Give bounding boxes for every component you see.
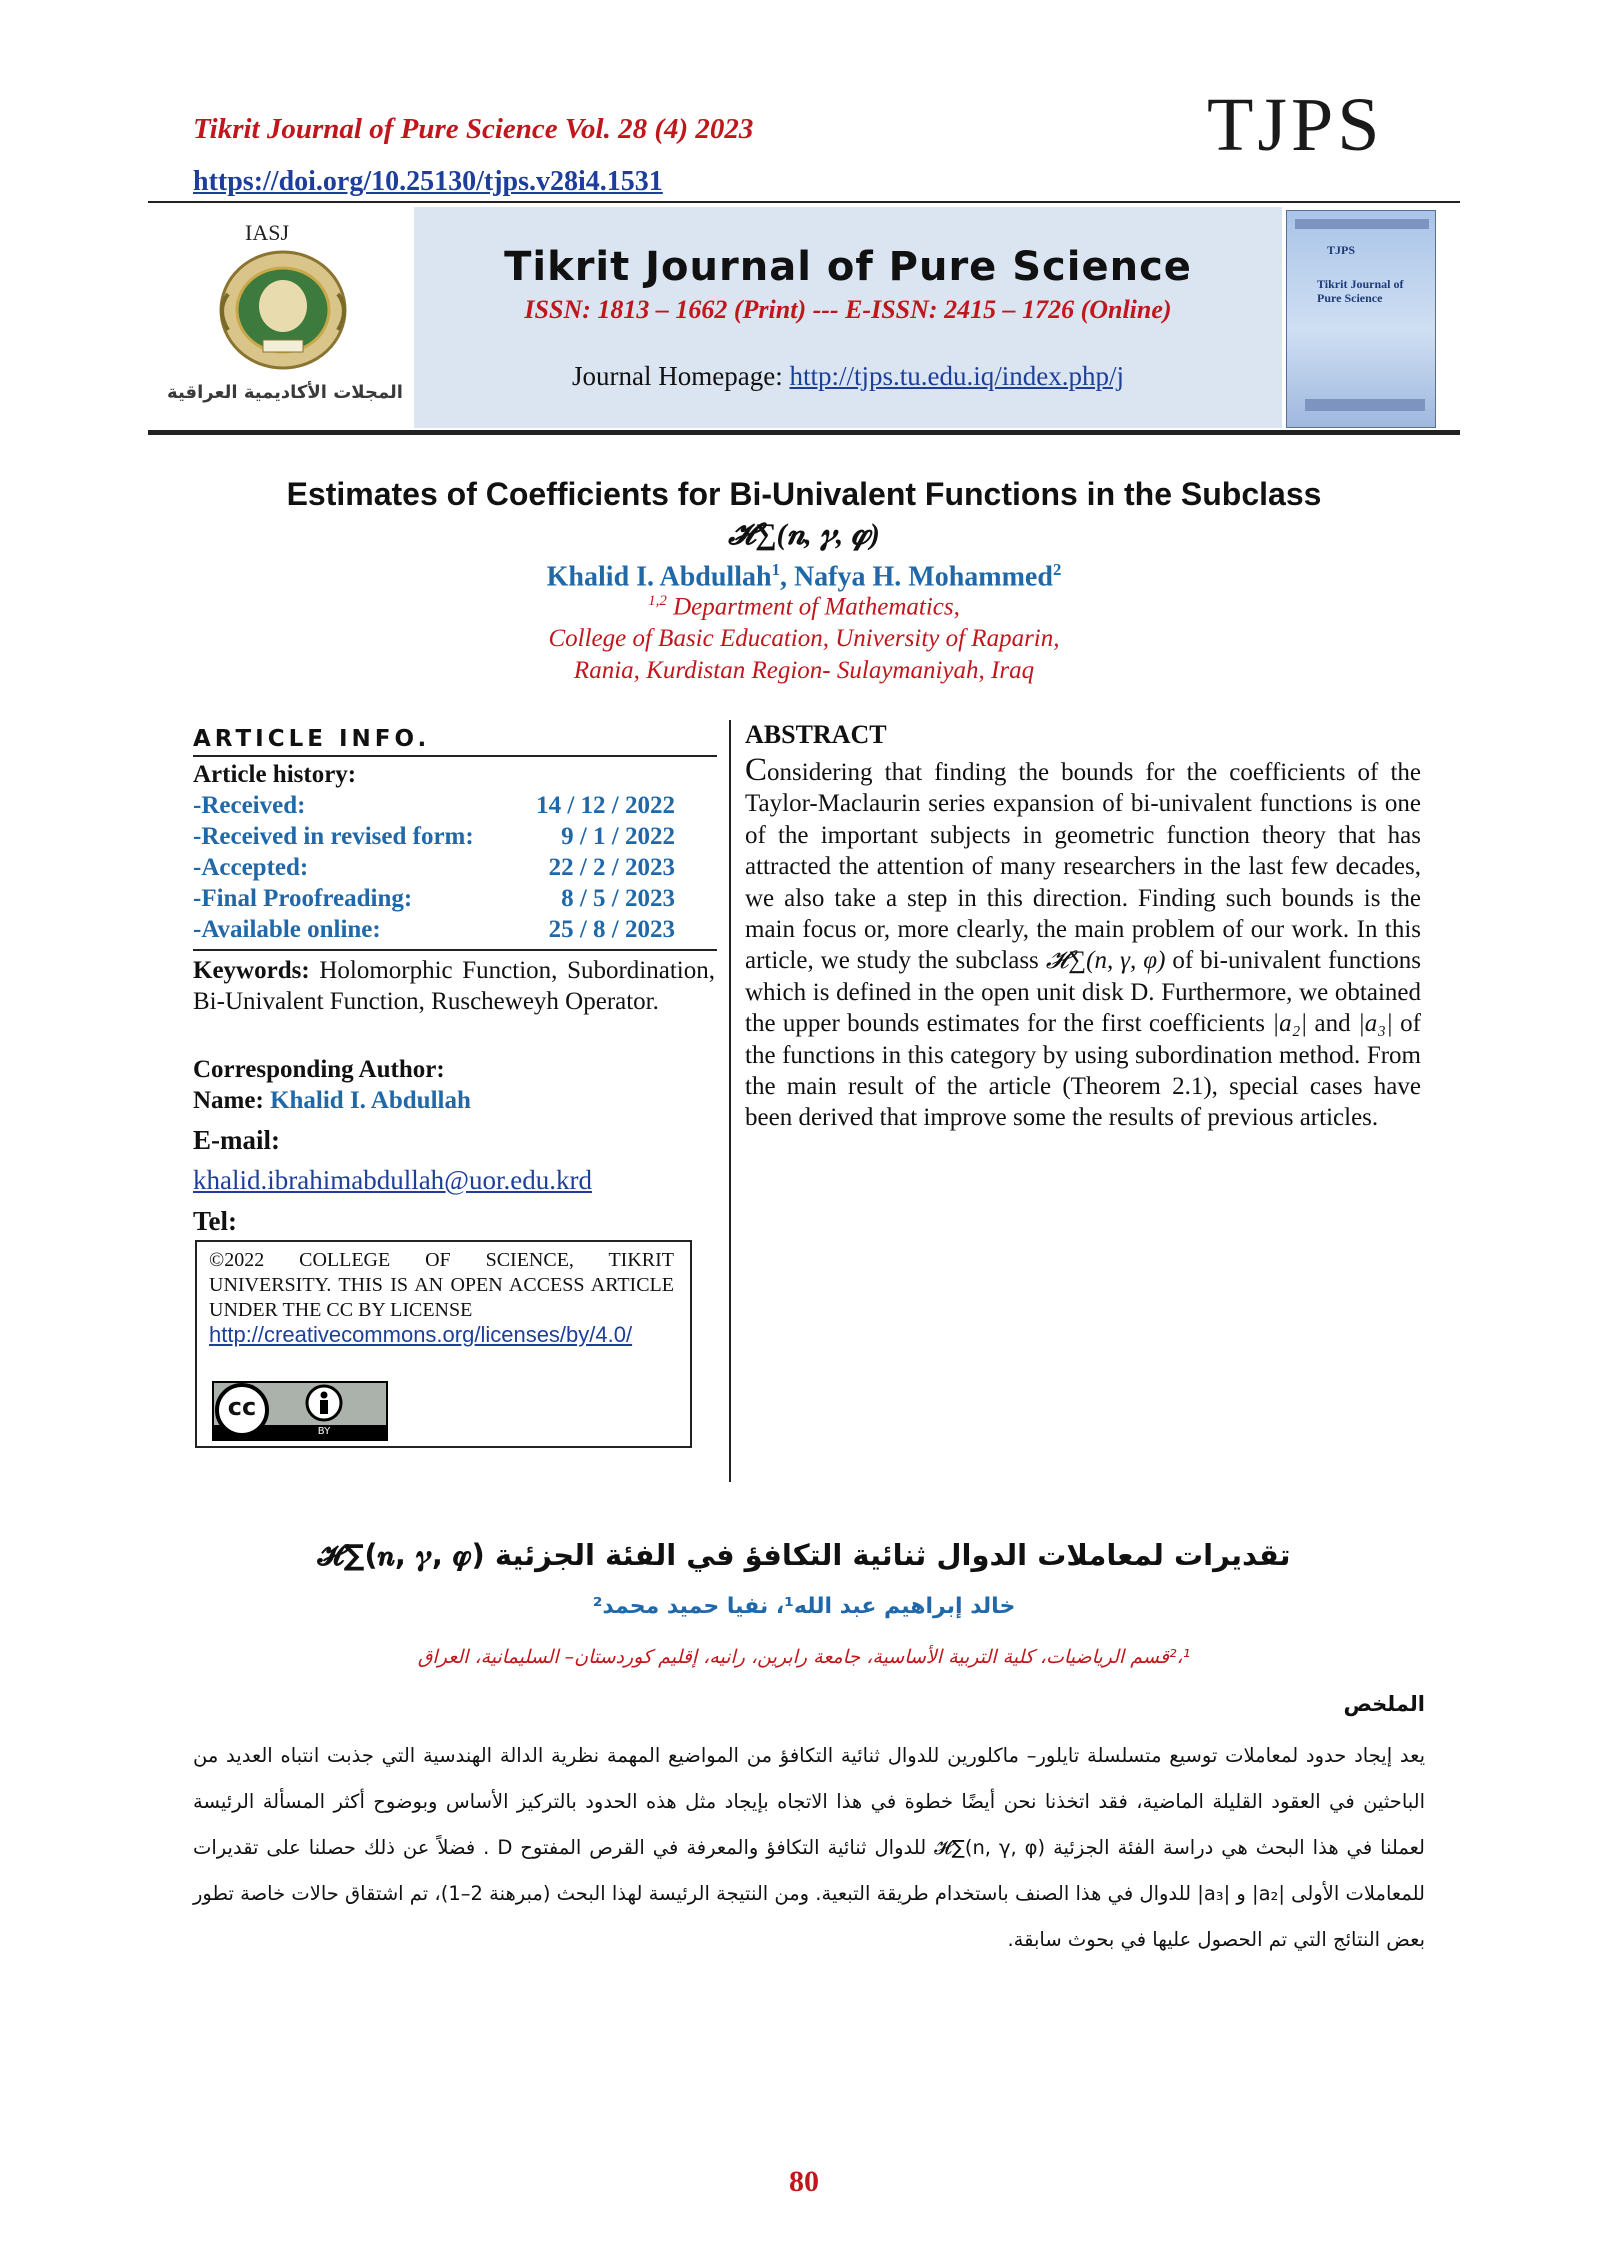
abstract-heading: ABSTRACT xyxy=(745,720,887,749)
affiliation-line: Rania, Kurdistan Region- Sulaymaniyah, Iraq xyxy=(573,657,1035,684)
arabic-abstract-heading: الملخص xyxy=(1343,1692,1425,1716)
journal-acronym: TJPS xyxy=(1207,83,1384,167)
history-date: 22 / 2 / 2023 xyxy=(548,854,675,881)
abstract-part: of the functions in this category by using subordination method. From the main result of the article (Theorem 2.1), special cases have been derived that improve some the results of previous articles. xyxy=(745,1010,1422,1132)
abstract-part: and xyxy=(1307,1010,1358,1038)
name-value: Khalid I. Abdullah xyxy=(270,1087,471,1114)
license-link[interactable]: http://creativecommons.org/licenses/by/4.0/ xyxy=(209,1322,633,1347)
cover-top-strip xyxy=(1295,219,1429,229)
journal-homepage xyxy=(414,361,1282,392)
history-label: -Available online: xyxy=(193,916,381,943)
history-label: -Accepted: xyxy=(193,854,309,881)
author-superscript: 2 xyxy=(1052,560,1062,579)
journal-issue-line: Tikrit Journal of Pure Science Vol. 28 (4) 2023 xyxy=(193,113,754,145)
abstract-part: of bi-univalent functions which is defined in the open unit disk D. Furthermore, we obtained the upper bounds estimates for the first coefficients xyxy=(745,947,1421,1038)
author-separator: , xyxy=(779,561,794,593)
history-date: 14 / 12 / 2022 xyxy=(536,792,675,819)
seal-icon xyxy=(208,244,358,376)
paper-subclass-formula: 𝓗∑(𝒏, 𝜸, 𝝋) xyxy=(728,518,880,551)
history-label: -Received in revised form: xyxy=(193,823,474,850)
homepage-link[interactable]: http://tjps.tu.edu.iq/index.php/j xyxy=(789,361,1124,391)
corresponding-name xyxy=(193,1087,471,1115)
column-divider xyxy=(729,720,731,1482)
author-list xyxy=(148,560,1460,593)
name-label: Name: xyxy=(193,1087,264,1114)
keywords-label: Keywords: xyxy=(193,957,310,984)
history-date: 8 / 5 / 2023 xyxy=(561,885,675,912)
license-text: ©2022 COLLEGE OF SCIENCE, TIKRIT UNIVERSITY. THIS IS AN OPEN ACCESS ARTICLE UNDER THE CC BY LICENSE xyxy=(209,1249,674,1321)
paper-title: Estimates of Coefficients for Bi-Univalent Functions in the Subclass xyxy=(286,476,1322,512)
affiliation-superscript: 1,2 xyxy=(648,593,667,609)
iasj-caption: المجلات الأكاديمية العراقية xyxy=(167,382,403,403)
tel-label: Tel: xyxy=(193,1206,238,1236)
cc-by-badge[interactable] xyxy=(212,1381,388,1441)
arabic-abstract-text: يعد إيجاد حدود لمعاملات توسيع متسلسلة تايلور– ماكلورين للدوال ثنائية التكافؤ من المواضيع المهمة نظرية الدالة الهندسية التي جذبت انتباه العديد من الباحثين في العقود القليلة الماضية، فقد اتخذنا نحن أيضًا خطوة في هذا الاتجاه بإيجاد مثل هذه الحدود بالتركيز الأساس وبوضوح أكثر المسألة الرئيسة لعملنا في هذا البحث هي دراسة الفئة الجزئية 𝓗∑(n, γ, φ) للدوال ثنائية التكافؤ والمعرفة في القرص المفتوح D . فضلاً عن ذلك حصلنا على تقديرات للمعاملات الأولى |a₂| و |a₃| للدوال في هذا الصنف باستخدام طريقة التبعية. ومن النتيجة الرئيسة لهذا البحث (مبرهنة 2–1)، تم اشتقاق حالات خاصة تطور بعض النتائج التي تم الحصول عليها في بحوث سابقة. xyxy=(193,1744,1425,1951)
abstract-math: |a₃| xyxy=(1357,1010,1393,1038)
corresponding-author-label: Corresponding Author: xyxy=(193,1056,445,1083)
cover-title: Tikrit Journal of Pure Science xyxy=(1317,277,1404,305)
author-name: Khalid I. Abdullah xyxy=(546,561,772,593)
homepage-label: Journal Homepage: xyxy=(572,361,790,391)
keywords-rule xyxy=(193,949,717,951)
iasj-logo-text: IASJ xyxy=(245,220,290,245)
abstract-dropcap: C xyxy=(745,752,768,788)
affiliation-line: College of Basic Education, University of Raparin, xyxy=(548,625,1060,652)
license-box xyxy=(195,1240,692,1448)
article-history-label: Article history: xyxy=(193,761,357,788)
email-label: E-mail: xyxy=(193,1125,280,1155)
article-info-rule xyxy=(193,755,717,757)
by-badge-label: BY xyxy=(317,1426,331,1437)
abstract-math: |a₂| xyxy=(1272,1010,1308,1038)
header-rule-top xyxy=(148,201,1460,203)
keywords-block xyxy=(193,955,715,1017)
history-label: -Received: xyxy=(193,792,306,819)
cover-footer-strip xyxy=(1305,399,1425,411)
journal-cover-image xyxy=(1286,210,1436,428)
cover-acronym: TJPS xyxy=(1327,243,1356,257)
article-info-heading: ARTICLE INFO. xyxy=(193,726,431,752)
cc-badge-label: cc xyxy=(227,1393,257,1421)
author-superscript: 1 xyxy=(771,560,780,579)
abstract-math: 𝓗∑(n, γ, φ) xyxy=(1045,947,1166,975)
doi-link[interactable]: https://doi.org/10.25130/tjps.v28i4.1531 xyxy=(193,166,663,197)
arabic-title: تقديرات لمعاملات الدوال ثنائية التكافؤ في الفئة الجزئية (𝓗∑(𝒏, 𝜸, 𝝋 xyxy=(317,1538,1291,1572)
abstract-text xyxy=(745,752,1422,1134)
issn-line: ISSN: 1813 – 1662 (Print) --- E-ISSN: 2415 – 1726 (Online) xyxy=(524,295,1172,324)
iasj-logo xyxy=(160,218,410,423)
arabic-affiliation: ²،¹قسم الرياضيات، كلية التربية الأساسية، جامعة رابرين، رانيه، إقليم كوردستان– السليمانية، العراق xyxy=(417,1646,1191,1668)
affiliation-text: Department of Mathematics, xyxy=(673,593,960,621)
keywords-text: Holomorphic Function, Subordination, Bi-Univalent Function, Ruscheweyh Operator. xyxy=(193,957,715,1015)
journal-title: Tikrit Journal of Pure Science xyxy=(504,244,1192,290)
affiliation-line xyxy=(148,593,1460,621)
history-date: 9 / 1 / 2022 xyxy=(561,823,675,850)
arabic-authors: خالد إبراهيم عبد الله¹، نفيا حميد محمد² xyxy=(592,1594,1016,1619)
author-name: Nafya H. Mohammed xyxy=(793,561,1053,593)
header-rule-bottom xyxy=(148,430,1460,435)
page-number: 80 xyxy=(789,2165,819,2198)
email-link[interactable]: khalid.ibrahimabdullah@uor.edu.krd xyxy=(193,1165,593,1195)
abstract-part: onsidering that finding the bounds for the coefficients of the Taylor-Maclaurin series expansion of bi-univalent functions is one of the important subjects in geometric function theory that has attracted the attention of many researchers in the last few decades, we also take a step in this direction. Finding such bounds is the main focus or, more clearly, the main problem of our work. In this article, we study the subclass xyxy=(745,759,1421,975)
history-date: 25 / 8 / 2023 xyxy=(548,916,675,943)
history-label: -Final Proofreading: xyxy=(193,885,413,912)
